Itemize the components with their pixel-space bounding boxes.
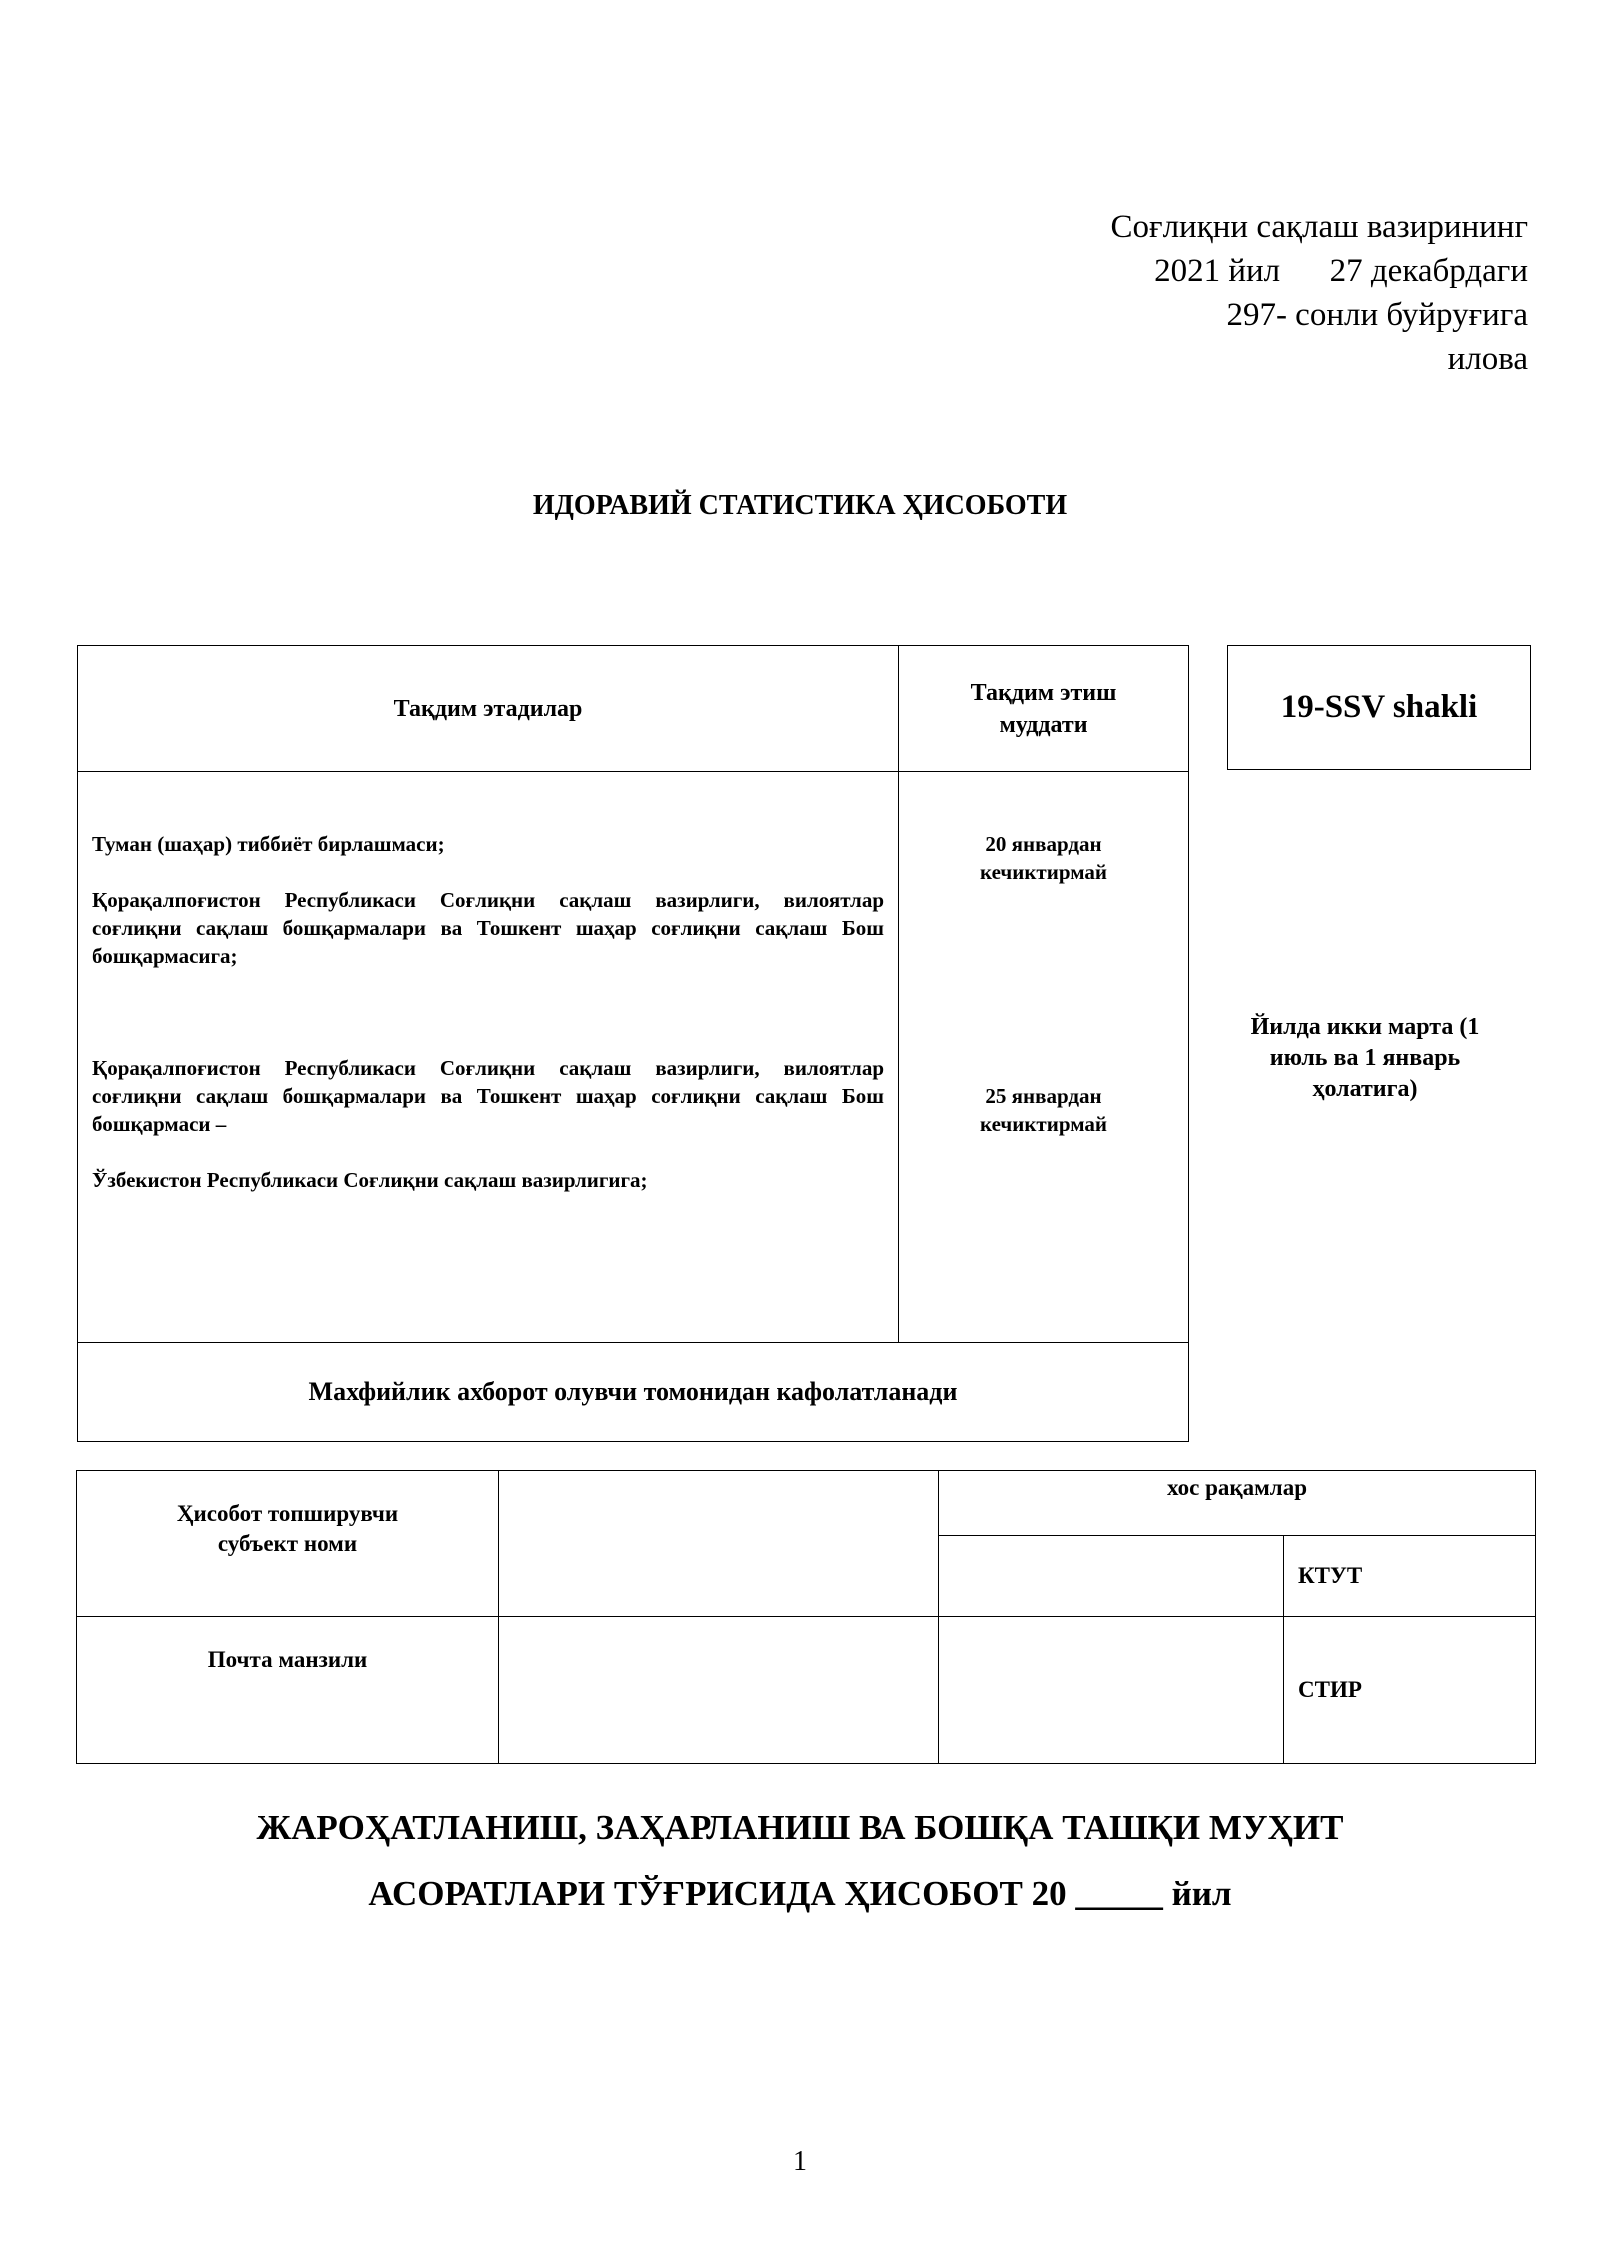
- stir-value[interactable]: [939, 1617, 1284, 1764]
- report-heading: ИДОРАВИЙ СТАТИСТИКА ҲИСОБОТИ: [532, 490, 1068, 521]
- deadline-2: 25 январдан кечиктирмай: [980, 1084, 1107, 1136]
- submitters-cell: [78, 772, 899, 1343]
- annex-line-3: 297- сонли буйруғига: [1226, 297, 1528, 333]
- annex-line-2: 2021 йил 27 декабрдаги: [1154, 253, 1528, 289]
- report-title: [0, 1795, 1600, 1927]
- annex-line-1: Соғлиқни сақлаш вазирининг: [1110, 209, 1528, 245]
- subject-name-label: Ҳисобот топширувчи субъект номи: [77, 1471, 499, 1617]
- submitter-ministry: Ўзбекистон Республикаси Соғлиқни сақлаш вазирлигига;: [92, 1168, 648, 1192]
- deadline-header: Тақдим этиш муддати: [899, 646, 1189, 772]
- deadline-1: 20 январдан кечиктирмай: [980, 832, 1107, 884]
- submitter-regional: Қорақалпоғистон Республикаси Соғлиқни сақлаш вазирлиги, вилоятлар соғлиқни сақлаш бошқармалари ва Тошкент шаҳар соғлиқни сақлаш Бош бошқармасига;: [92, 888, 884, 968]
- page-number: 1: [793, 2146, 807, 2177]
- submission-table: [77, 645, 1189, 1442]
- submitter-district: Туман (шаҳар) тиббиёт бирлашмаси;: [92, 832, 445, 856]
- subject-info-table: [76, 1470, 1536, 1764]
- stir-label: СТИР: [1284, 1617, 1536, 1764]
- ktut-value[interactable]: [939, 1536, 1284, 1617]
- submitter-regional-2: Қорақалпоғистон Республикаси Соғлиқни сақлаш вазирлиги, вилоятлар соғлиқни сақлаш бошқармалари ва Тошкент шаҳар соғлиқни сақлаш Бош бошқармаси –: [92, 1056, 884, 1136]
- ktut-label: КТУТ: [1284, 1536, 1536, 1617]
- report-title-line-1: ЖАРОҲАТЛАНИШ, ЗАҲАРЛАНИШ ВА БОШҚА ТАШҚИ МУҲИТ: [256, 1808, 1344, 1847]
- postal-address-label: Почта манзили: [77, 1617, 499, 1764]
- report-title-line-2: АСОРАТЛАРИ ТЎҒРИСИДА ҲИСОБОТ 20 _____ йил: [368, 1874, 1232, 1913]
- annex-line-4: илова: [1447, 341, 1528, 377]
- codes-header: хос рақамлар: [939, 1471, 1536, 1536]
- form-code-box: [1227, 645, 1531, 770]
- order-annex-note: [1111, 205, 1528, 381]
- form-code: 19-SSV shakli: [1280, 689, 1478, 725]
- deadlines-cell: [899, 772, 1189, 1343]
- reporting-frequency: Йилда икки марта (1 июль ва 1 январь ҳолатига): [1250, 1014, 1480, 1102]
- postal-address-value[interactable]: [499, 1617, 939, 1764]
- subject-name-value[interactable]: [499, 1471, 939, 1617]
- submitters-header: Тақдим этадилар: [78, 646, 899, 772]
- confidentiality-note: Махфийлик ахборот олувчи томонидан кафолатланади: [78, 1343, 1189, 1442]
